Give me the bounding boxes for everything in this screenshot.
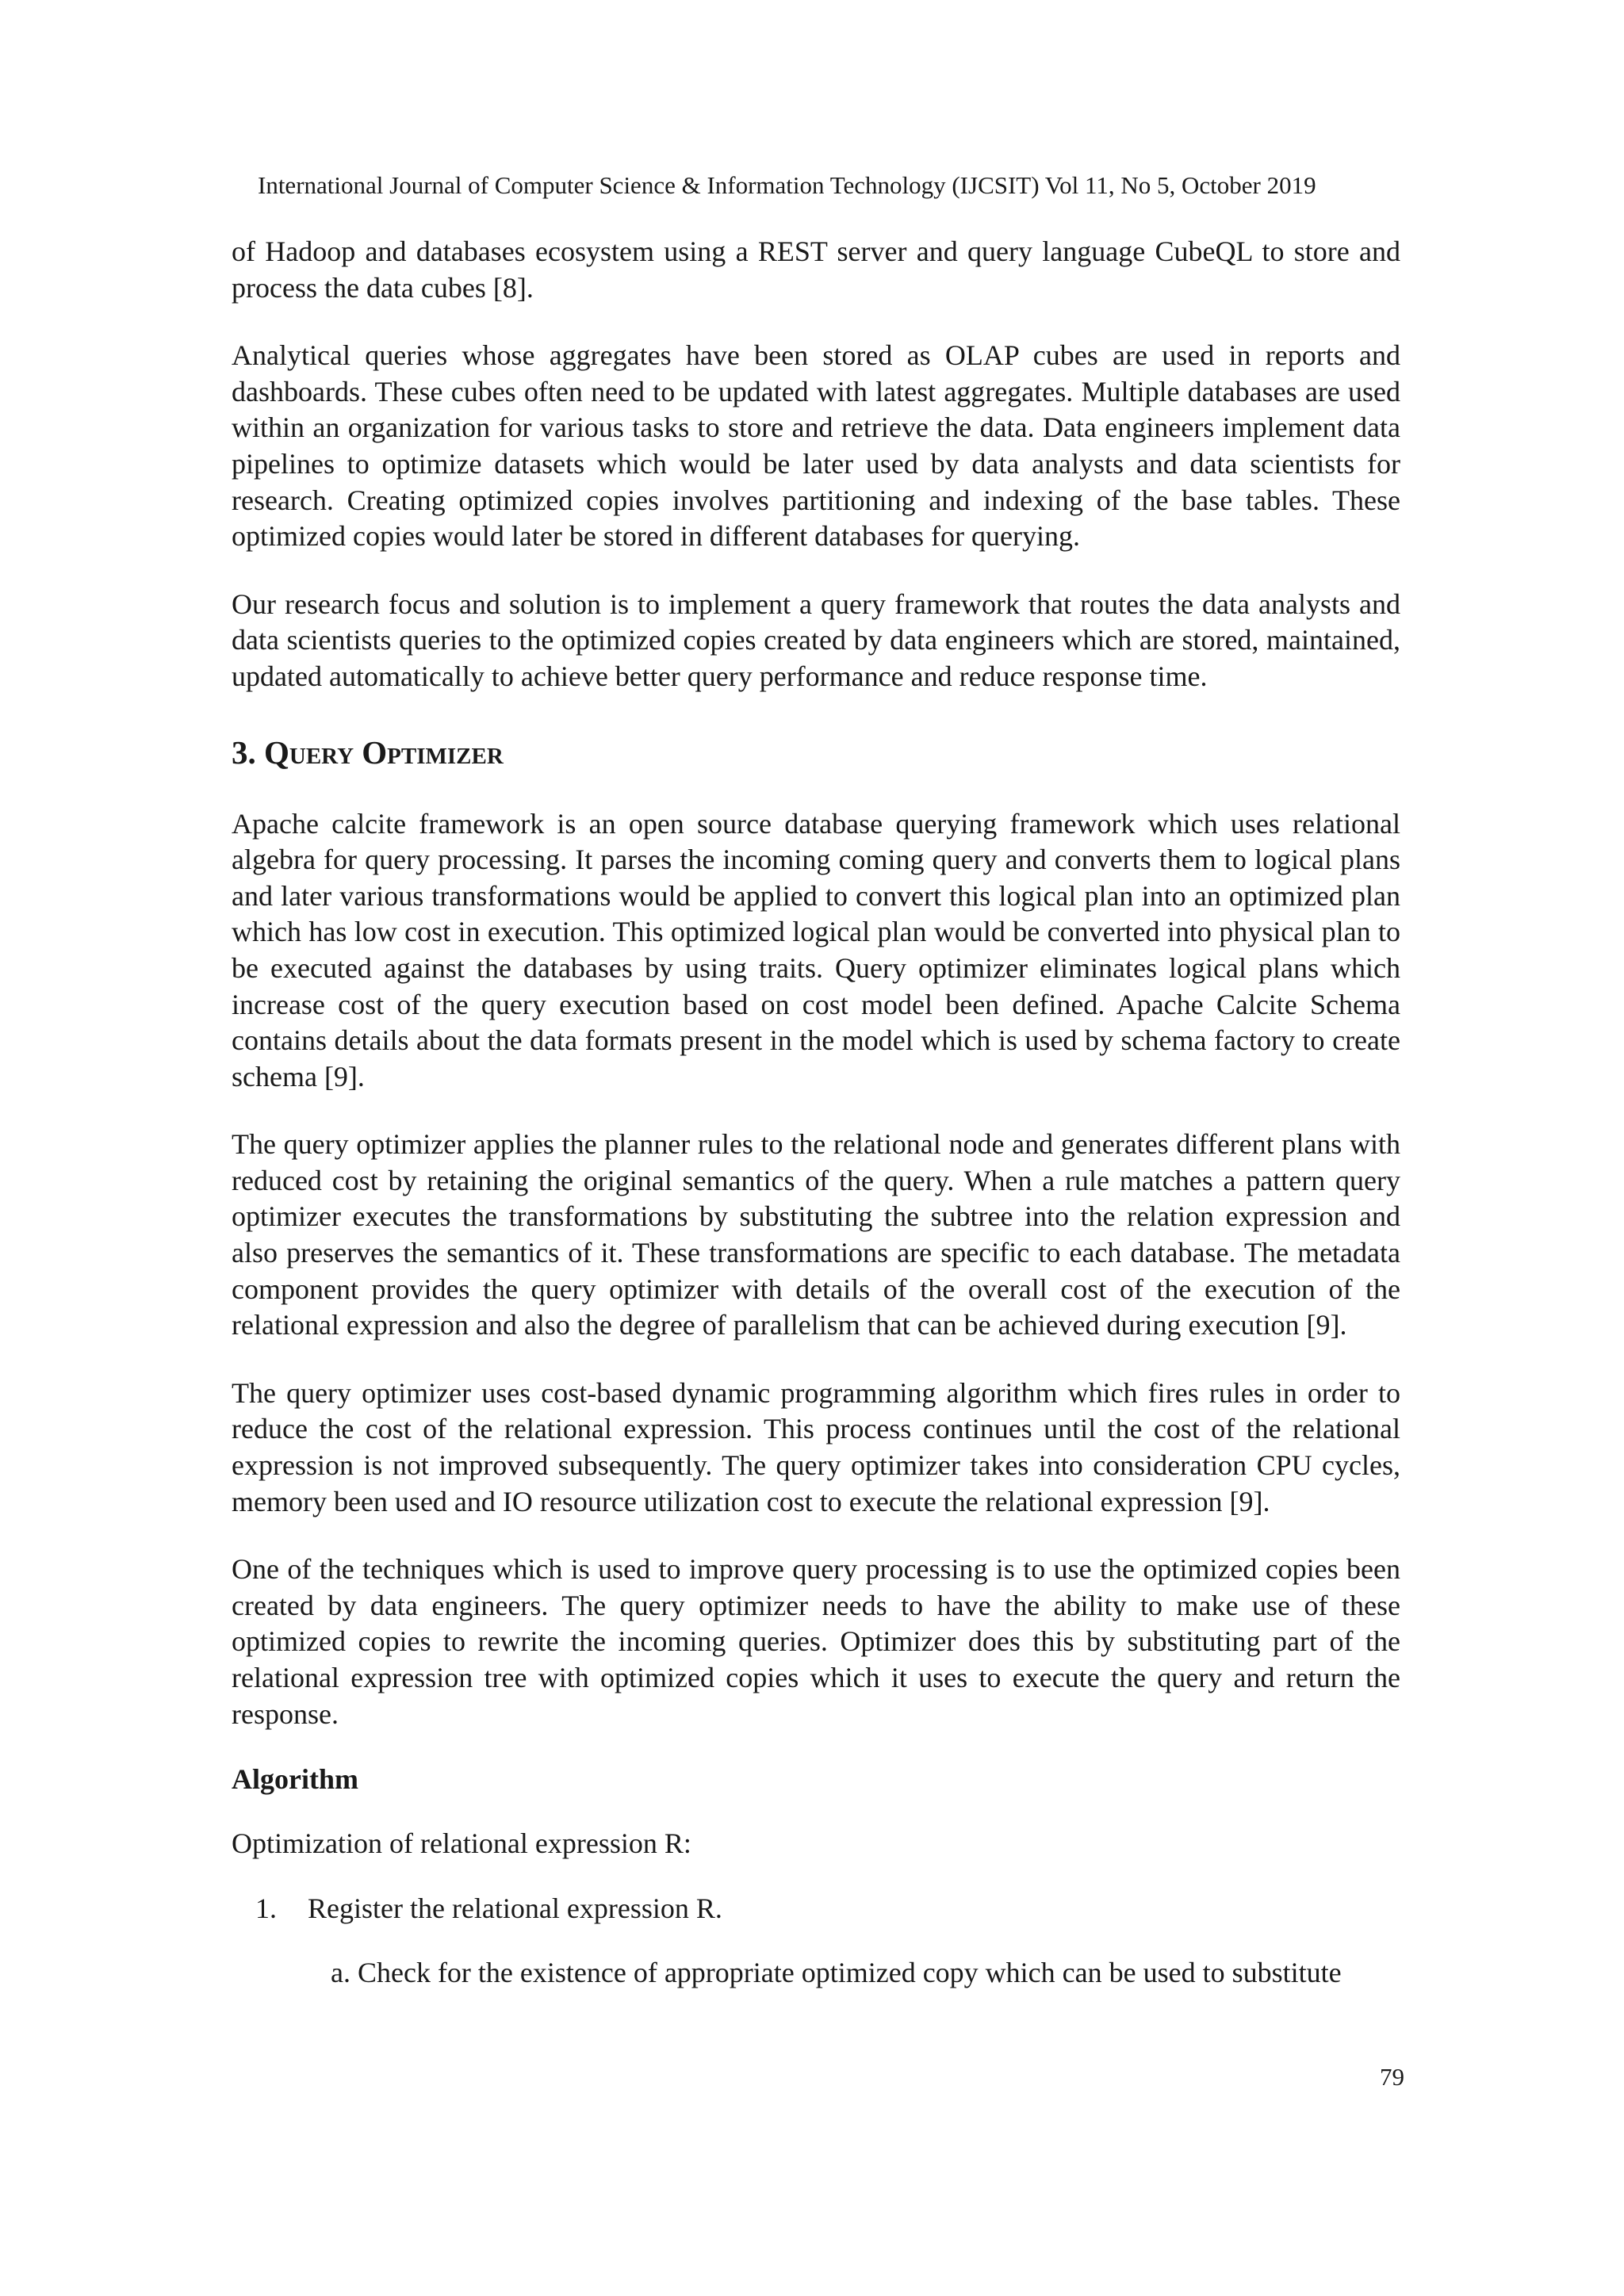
paragraph: One of the techniques which is used to improve query processing is to use the optimized copies been created by data engineers. The query optimizer needs to have the ability to make use of these optimized copies to rewrite the incoming queries. Optimizer does this by substituting part of the relational expression tree with optimized copies which it uses to execute the query and return the response.: [232, 1553, 1400, 1730]
algorithm-step: [232, 1891, 1400, 1927]
section-heading: [232, 730, 1400, 775]
step-text: Register the relational expression R.: [308, 1892, 722, 1924]
section-title: Query Optimizer: [264, 733, 504, 771]
paragraph: of Hadoop and databases ecosystem using a REST server and query language CubeQL to store and process the data cubes [8].: [232, 235, 1400, 304]
algorithm-intro: Optimization of relational expression R:: [232, 1827, 691, 1860]
step-number: 1.: [255, 1892, 277, 1924]
algorithm-substep: a. Check for the existence of appropriate optimized copy which can be used to substitute: [331, 1957, 1342, 1989]
paragraph: Our research focus and solution is to implement a query framework that routes the data analysts and data scientists queries to the optimized copies created by data engineers which are stored, maintained, updated automatically to achieve better query performance and reduce response time.: [232, 587, 1400, 692]
page-body: [232, 234, 1400, 1992]
page-number: 79: [1380, 2063, 1404, 2091]
paragraph: The query optimizer uses cost-based dynamic programming algorithm which fires rules in order to reduce the cost of the relational expression. This process continues until the cost of the relational expression is not improved subsequently. The query optimizer takes into consideration CPU cycles, memory been used and IO resource utilization cost to execute the relational expression [9].: [232, 1376, 1400, 1517]
paragraph: Analytical queries whose aggregates have been stored as OLAP cubes are used in reports and dashboards. These cubes often need to be updated with latest aggregates. Multiple databases are used within an organization for various tasks to store and retrieve the data. Data engineers implement data pipelines to optimize datasets which would be later used by data analysts and data scientists for research. Creating optimized copies involves partitioning and indexing of the base tables. These optimized copies would later be stored in different databases for querying.: [232, 339, 1400, 553]
running-header: International Journal of Computer Science & Information Technology (IJCSIT) Vol 11, No 5, October 2019: [258, 171, 1316, 199]
algorithm-heading: Algorithm: [232, 1763, 358, 1796]
paragraph: The query optimizer applies the planner rules to the relational node and generates different plans with reduced cost by retaining the original semantics of the query. When a rule matches a pattern query optimizer executes the transformations by substituting the subtree into the relation expression and also preserves the semantics of it. These transformations are specific to each database. The metadata component provides the query optimizer with details of the overall cost of the execution of the relational expression and also the degree of parallelism that can be achieved during execution [9].: [232, 1128, 1400, 1341]
section-number: 3.: [232, 733, 256, 771]
paragraph: Apache calcite framework is an open source database querying framework which uses relational algebra for query processing. It parses the incoming coming query and converts them to logical plans and later various transformations would be applied to convert this logical plan into an optimized plan which has low cost in execution. This optimized logical plan would be converted into physical plan to be executed against the databases by using traits. Query optimizer eliminates logical plans which increase cost of the query execution based on cost model been defined. Apache Calcite Schema contains details about the data formats present in the model which is used by schema factory to create schema [9].: [232, 807, 1400, 1093]
